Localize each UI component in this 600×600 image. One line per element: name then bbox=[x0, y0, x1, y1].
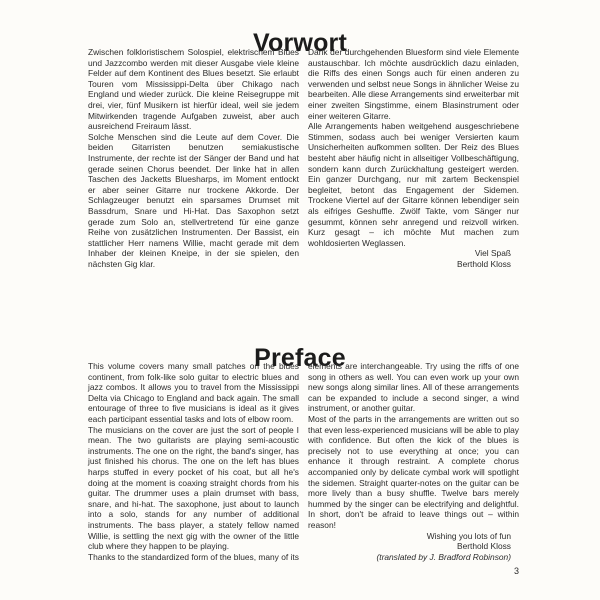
vorwort-column-left bbox=[88, 47, 299, 269]
paragraph: elements are interchangeable. Try using the riffs of one song in others as well. You can even work up your own new songs along similar lines. All of these arrangements can be expanded to include a second singer, a wind instrument, or another guitar. bbox=[308, 361, 519, 414]
signoff-line: Wishing you lots of fun bbox=[426, 530, 511, 541]
preface-column-right bbox=[308, 361, 519, 562]
preface-column-left bbox=[88, 361, 299, 562]
paragraph: Zwischen folkloristischem Solospiel, elektrischem Blues und Jazzcombo werden mit dieser Ausgabe viele kleine Felder auf dem Kontinent des Blues besetzt. Sie erlaubt Touren vom Mississippi-Delta über Chikago nach England und wieder zurück. Die kleine Reisegruppe mit drei, vier, fünf Musikern ist hierfür ideal, weil sie jedem Mitwirkenden tragende Aufgaben zuweist, aber auch ausreichend Freiraum lässt. bbox=[88, 47, 299, 132]
vorwort-signature bbox=[308, 248, 519, 269]
paragraph: Most of the parts in the arrangements are written out so that even less-experienced musicians will be able to play with confidence. But often the kick of the blues is precisely not to use everything at once; you can enhance it through restraint. A complete chorus accompanied only by delicate cymbal work will spotlight the sidemen. Straight quarter-notes on the guitar can be more lively than a busy shuffle. Twelve bars merely hummed by the singer can be electrifying and delightful. In short, don't be afraid to leave things out – within reason! bbox=[308, 413, 519, 530]
author-name: Berthold Kloss bbox=[457, 541, 511, 552]
paragraph: The musicians on the cover are just the sort of people I mean. The two guitarists are playing semi-acoustic instruments. The one on the right, the band's singer, has just finished his chorus. The one on the left has blues harps stuffed in every pocket of his coat, but all he's doing at the moment is coaxing straight chords from his guitar. The drummer uses a plain drumset with bass, snare, and hi-hat. The saxophone, just about to launch into a solo, stands for any number of additional instruments. The bass player, a stately fellow named Willie, is settling the next gig with the owner of the little club where they happen to be playing. bbox=[88, 424, 299, 552]
vorwort-columns bbox=[88, 47, 519, 269]
vorwort-title: Vorwort bbox=[253, 28, 347, 57]
vorwort-column-right bbox=[308, 47, 519, 269]
paragraph: This volume covers many small patches on the blues continent, from folk-like solo guitar to electric blues and jazz combos. It allows you to travel from the Mississippi Delta via Chicago to England and back again. The small entourage of three to five musicians is ideal as it gives each participant essential tasks and lots of elbow room. bbox=[88, 361, 299, 424]
paragraph: Alle Arrangements haben weitgehend ausgeschriebene Stimmen, sodass auch bei weniger Versierten kaum Unsicherheiten aufkommen sollten. Der Reiz des Blues besteht aber häufig nicht in allseitiger Vollbeschäftigung, sondern kann durch Zurückhaltung gesteigert werden. Ein ganzer Durchgang, nur mit zartem Beckenspiel begleitet, betont das Engagement der Sidemen. Trockene Viertel auf der Gitarre können lebendiger sein als eifriges Geshuffle. Zwölf Takte, vom Sänger nur gesummt, können sehr anregend und reizvoll wirken. Kurz gesagt – ich möchte Mut machen zum wohldosierten Weglassen. bbox=[308, 121, 519, 248]
author-name: Berthold Kloss bbox=[457, 258, 511, 269]
preface-title: Preface bbox=[254, 343, 346, 372]
paragraph: Dank der durchgehenden Bluesform sind viele Elemente austauschbar. Ich möchte ausdrücklich dazu einladen, die Riffs des einen Songs auch für einen anderen zu verwenden und selbst neue Songs in ähnlicher Weise zu bearbeiten. Alle diese Arrangements sind erweiterbar mit einer zweiten Singstimme, einem Blasinstrument oder einer weiteren Gitarre. bbox=[308, 47, 519, 121]
paragraph: Thanks to the standardized form of the blues, many of its bbox=[88, 551, 299, 562]
preface-signature bbox=[308, 531, 519, 563]
preface-columns bbox=[88, 361, 519, 562]
page-number: 3 bbox=[513, 566, 519, 576]
signoff-line: Viel Spaß bbox=[474, 248, 511, 259]
translation-credit: (translated by J. Bradford Robinson) bbox=[376, 551, 511, 562]
paragraph: Solche Menschen sind die Leute auf dem Cover. Die beiden Gitarristen benutzen semiakustische Instrumente, der rechte ist der Sänger der Band und hat gerade seinen Chorus beendet. Der linke hat in allen Taschen des Jacketts Bluesharps, im Moment entlockt er aber seiner Gitarre nur trockene Akkorde. Der Schlagzeuger benutzt ein sparsames Drumset mit Bassdrum, Snare und Hi-Hat. Das Saxophon setzt gerade zum Solo an, stellvertretend für eine ganze Reihe von zusätzlichen Instrumenten. Der Bassist, ein stattlicher Herr namens Willie, macht gerade mit dem Inhaber der kleinen Kneipe, in der sie spielen, den nächsten Gig klar. bbox=[88, 131, 299, 269]
